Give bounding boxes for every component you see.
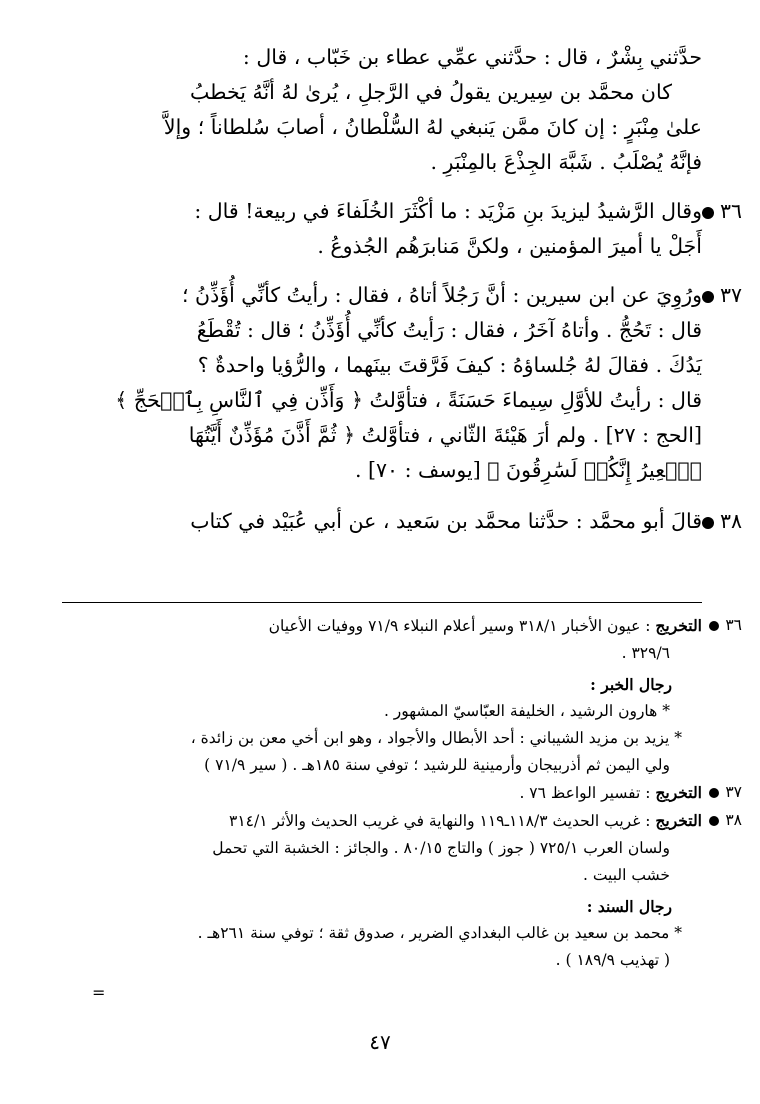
text-line: علىٰ مِنْبَرٍ : إن كانَ ممَّن يَنبغي لهُ السُّلْطانُ ، أصابَ سُلطاناً ؛ وإلاَّ [163,115,702,139]
section-heading: رجال السند : [586,897,672,916]
text-line: أَجَلْ يا أميرَ المؤمنين ، ولكنَّ مَنابرَهُم الجُذوعُ . [317,234,702,258]
bullet-icon [709,621,719,631]
note-text: : تفسير الواعظ ٧٦ . [519,784,656,802]
text-line: ٱلۡعِيرُ إِنَّكُمۡ لَسَٰرِقُونَ ﴾ [يوسف : ٧٠] . [355,458,702,482]
footnote-divider [62,602,702,603]
text-line: [الحج : ٢٧] . ولم أرَ هَيْئةَ الثّاني ، فتأوَّلتُ ﴿ ثُمَّ أَذَّنَ مُؤَذِّنٌ أَيَّتُهَا [188,423,702,447]
entry-36 [62,194,742,264]
footnotes [62,612,742,974]
entry-number: ٣٨ [702,504,742,539]
note-number: ٣٦ [709,612,742,639]
bullet-icon [709,816,719,826]
text-line: كان محمَّد بن سِيرين يقولُ في الرَّجلِ ، يُرىٰ لهُ أنَّهُ يَخطبُ [190,80,672,104]
note-36 [62,612,742,640]
note-37 [62,779,742,807]
text-line: قال : تَحُجُّ . وأتاهُ آخَرُ ، فقال : رَأيتُ كأنِّي أُؤَذِّنُ ؛ قال : تُقْطَعُ [196,318,702,342]
note-item: * يزيد بن مزيد الشيباني : أحد الأبطال والأجواد ، وهو ابن أخي معن بن زائدة ، [190,729,682,747]
text-line: يَدُكَ . فقالَ لهُ جُلساؤهُ : كيفَ فَرَّقتَ بينَهما ، والرُّؤيا واحدةٌ ؟ [197,353,702,377]
entry-text [62,504,702,539]
bullet-icon [702,517,714,529]
continuation-mark: = [92,983,106,1002]
text-line: حدَّثني بِشْرٌ ، قال : حدَّثني عمِّي عطاء بن خَبّاب ، قال : [242,45,702,69]
entry-number: ٣٦ [702,194,742,229]
bullet-icon [702,291,714,303]
bullet-icon [709,788,719,798]
note-number: ٣٧ [709,779,742,806]
text-line: ورُوِيَ عن ابن سيرين : أنَّ رَجُلاً أتاهُ ، فقال : رأيتُ كأنِّي أُؤَذِّنُ ؛ [181,283,702,307]
entry-38 [62,504,742,539]
note-label: التخريج [655,616,702,635]
note-item: * هارون الرشيد ، الخليفة العبّاسيّ المشهور . [383,702,670,720]
bullet-icon [702,207,714,219]
note-text: خشب البيت . [582,866,670,884]
note-text: : غريب الحديث ١١٨/٣ـ١١٩ والنهاية في غريب الحديث والأثر ٣١٤/١ [229,812,656,830]
section-heading: رجال الخبر : [590,675,672,694]
text-line: فإنَّهُ يُصْلَبُ . شَبَّهَ الجِذْعَ بالمِنْبَرِ . [430,150,702,174]
intro-paragraph [62,40,702,180]
entry-text [62,278,702,488]
entry-number: ٣٧ [702,278,742,313]
note-label: التخريج [655,783,702,802]
text-line: قال : رأيتُ للأوَّلِ سِيماءَ حَسَنَةً ، فتأوَّلتُ ﴿ وَأَذِّن فِي ٱلنَّاسِ بِٱلۡحَجِّ ﴾ [115,388,702,412]
note-item: ولي اليمن ثم أذربيجان وأرمينية للرشيد ؛ توفي سنة ١٨٥هـ . ( سير ٧١/٩ ) [204,756,670,774]
note-38 [62,807,742,835]
note-text: : عيون الأخبار ٣١٨/١ وسير أعلام النبلاء ٧١/٩ ووفيات الأعيان [268,617,656,635]
note-item: * محمد بن سعيد بن غالب البغدادي الضرير ، صدوق ثقة ؛ توفي سنة ٢٦١هـ . [197,924,682,942]
note-text: ولسان العرب ٧٢٥/١ ( جوز ) والتاج ٨٠/١٥ . والجائز : الخشبة التي تحمل [212,839,670,857]
note-label: التخريج [655,811,702,830]
text-line: قالَ أبو محمَّد : حدَّثنا محمَّد بن سَعيد ، عن أبي عُبَيْد في كتاب [190,509,702,533]
note-text: ٣٢٩/٦ . [621,644,670,662]
main-text [62,40,742,539]
page-number: ٤٧ [369,1030,391,1054]
entry-text [62,194,702,264]
text-line: وقال الرَّشيدُ ليزيدَ بنِ مَزْيَد : ما أكْثَرَ الخُلَفاءَ في ربيعة! قال : [194,199,702,223]
note-item: ( تهذيب ١٨٩/٩ ) . [555,951,670,969]
note-number: ٣٨ [709,807,742,834]
entry-37 [62,278,742,488]
